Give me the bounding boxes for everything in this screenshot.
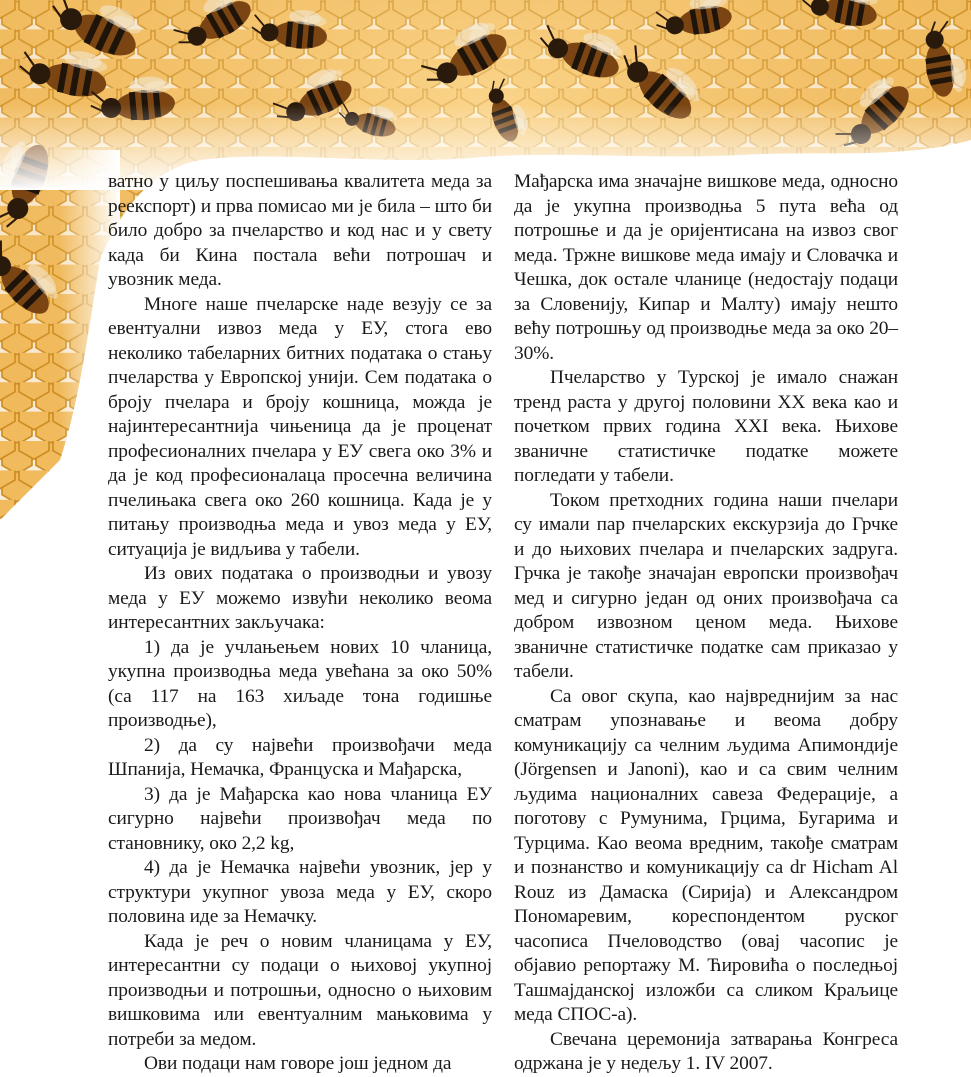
paragraph: Када је реч о новим чланицама у ЕУ, интересантни су подаци о њиховој укупној производњи и потрошњи, односно о њиховим вишковима или евентуалним мањковима у потреби за медом. (108, 930, 492, 1050)
paragraph: ватно у циљу поспешивања квалитета меда за реекспорт) и прва помисао ми је била – што би било добро за пчеларство и код нас и у свету када би Кина постала већи потрошач и увозник меда. (108, 171, 492, 290)
list-item: 3) да је Мађарска као нова чланица ЕУ сигурно највећи произвођач меда по становнику, око 2,2 kg, (108, 783, 492, 854)
paragraph: Мађарска има значајне вишкове меда, односно да је укупна производња 5 пута већа од потрошње и да је оријентисана на извоз свог меда. Тржне вишкове меда имају и Словачка и Чешка, док остале чланице (недостају подаци за Словенију, Кипар и Малту) имају нешто већу потрошњу од производње меда за око 20–30%. (514, 171, 898, 364)
paragraph: Пчеларство у Турској је имало снажан тренд раста у другој половини XX века као и почетком првих година XXI века. Њихове званичне статистичке податке можете погледати у табели. (514, 367, 898, 486)
paragraph: Ови подаци нам говоре још једном да (144, 1053, 452, 1074)
right-text-column (514, 170, 898, 1077)
paragraph: Свечана церемонија затварања Конгреса одржана је у недељу 1. IV 2007. (514, 1028, 898, 1074)
left-text-column (108, 170, 492, 1077)
list-item: 4) да је Немачка највећи увозник, јер у структури укупног увоза меда у ЕУ, скоро половина иде за Немачку. (108, 857, 492, 927)
list-item: 2) да су највећи произвођачи меда Шпанија, Немачка, Француска и Мађарска, (108, 734, 492, 780)
paragraph: Са овог скупа, као највреднијим за нас сматрам упознавање и веома добру комуникацију са челним људима Апимондије (Jörgensen и Janoni), као и са свим челним људима националних савеза Федерације, а поготову с Румунима, Грцима, Бугарима и Турцима. Као веома вредним, такође сматрам и познанство и комуникацију са dr Hicham Al Rouz из Дамаска (Сирија) и Александром Пономаревим, кореспондентом руског часописа Пчеловодство (овај часопис је објавио репортажу М. Ћировића о последњој Ташмајданској изложби са сликом Краљице меда СПОС-а). (514, 685, 898, 1025)
paragraph: Многе наше пчеларске наде везују се за евентуални извоз меда у ЕУ, стога ево неколико табеларних битних података о стању пчеларства у Европској унији. Сем података о броју пчелара и броју кошница, можда је најинтересантнија чињеница да је проценат професионалних пчелара у ЕУ свега око 3% и да је код професионалаца просечна величина пчелињака свега око 260 кошница. Када је у питању производња меда и увоз меда у ЕУ, ситуација је видљива у табели. (108, 293, 492, 560)
paragraph: Из ових података о производњи и увозу меда у ЕУ можемо извући неколико веома интересантних закључака: (108, 563, 492, 633)
paragraph: Током претходних година наши пчелари су имали пар пчеларских екскурзија до Грчке и до њихових пчелара и пчеларских задруга. Грчка је такође значајан европски произвођач мед и сигурно један од оних произвођача са добром извозном ценом меда. Њихове званичне статистичке податке сам приказао у табели. (514, 489, 898, 682)
list-item: 1) да је учлањењем нових 10 чланица, укупна производња меда увећана за око 50% (са 117 на 163 хиљаде тона годишње производње), (108, 636, 492, 731)
